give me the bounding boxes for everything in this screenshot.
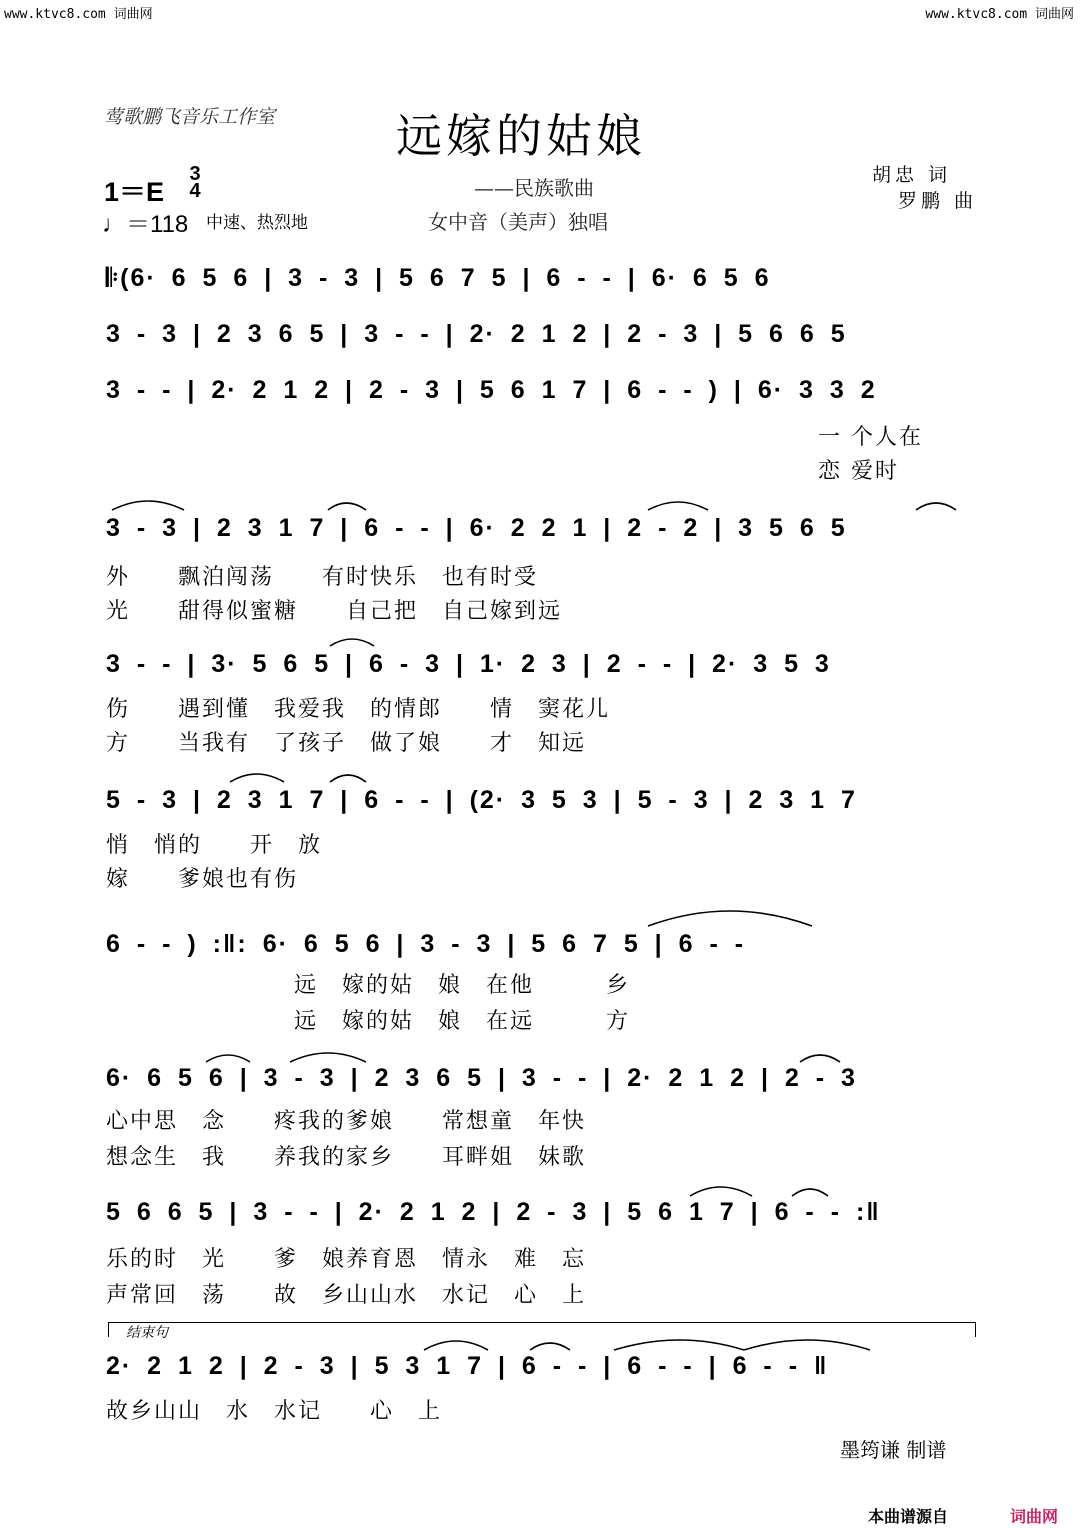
score-row-4-lyric-2: 光 甜得似蜜糖 自己把 自己嫁到远	[106, 599, 563, 624]
score-row-6-lyric-2: 嫁 爹娘也有伤	[106, 867, 299, 892]
song-title: 远嫁的姑娘	[396, 109, 646, 163]
watermark-right: www.ktvc8.com 词曲网	[925, 7, 1074, 22]
slur-7	[330, 775, 366, 782]
lyricist-credit: 胡忠 词	[872, 164, 952, 186]
time-signature	[184, 163, 206, 202]
score-row-3-lyric-2: 恋 爱时	[818, 459, 899, 484]
key-signature: 1＝E	[104, 177, 165, 207]
score-row-9-lyric-2: 声常回 荡 故 乡山山水 水记 心 上	[106, 1283, 587, 1308]
slur-9	[206, 1055, 250, 1062]
slur-15	[530, 1343, 570, 1350]
score-row-7-lyric-2: 远 嫁的姑 娘 在远 方	[294, 1009, 631, 1034]
score-row-4-lyric-1: 外 飘泊闯荡 有时快乐 也有时受	[106, 565, 539, 590]
source-text: 本曲谱源自	[868, 1507, 949, 1526]
slur-10	[290, 1053, 366, 1062]
score-row-2-notes: 3 - 3 | 2 3 6 5 | 3 - - | 2· 2 1 2 | 2 - 3 | 5 6 6 5	[106, 320, 847, 348]
ending-bracket	[108, 1322, 976, 1337]
score-row-3-lyric-1: 一 个人在	[818, 425, 923, 450]
song-subtitle: ——民族歌曲	[474, 176, 594, 200]
slur-17	[744, 1340, 870, 1350]
score-row-4-notes: 3 - 3 | 2 3 1 7 | 6 - - | 6· 2 2 1 | 2 - 2 | 3 5 6 5	[106, 514, 847, 542]
slur-2	[328, 503, 366, 510]
composer-credit: 罗鹏 曲	[898, 190, 978, 212]
score-row-8-lyric-2: 想念生 我 养我的家乡 耳畔姐 妹歌	[106, 1145, 587, 1170]
slur-5	[330, 639, 374, 646]
score-row-6-notes: 5 - 3 | 2 3 1 7 | 6 - - | (2· 3 5 3 | 5 - 3 | 2 3 1 7	[106, 786, 857, 814]
score-row-5-notes: 3 - - | 3· 5 6 5 | 6 - 3 | 1· 2 3 | 2 - - | 2· 3 5 3	[106, 650, 831, 678]
slur-1	[112, 501, 184, 510]
score-row-10-lyric-1: 故乡山山 水 水记 心 上	[106, 1399, 443, 1424]
slur-6	[230, 774, 284, 782]
score-row-8-notes: 6· 6 5 6 | 3 - 3 | 2 3 6 5 | 3 - - | 2· 2 1 2 | 2 - 3	[106, 1064, 857, 1092]
slur-12	[690, 1187, 752, 1196]
slur-13	[792, 1189, 828, 1196]
slur-11	[800, 1055, 840, 1062]
score-row-9-lyric-1: 乐的时 光 爹 娘养育恩 情永 难 忘	[106, 1247, 587, 1272]
performer-line: 女中音（美声）独唱	[428, 210, 608, 234]
slur-16	[614, 1340, 744, 1350]
score-row-8-lyric-1: 心中思 念 疼我的爹娘 常想童 年快	[106, 1109, 587, 1134]
score-row-7-notes: 6 - - ) :‖: 6· 6 5 6 | 3 - 3 | 5 6 7 5 | 6 - -	[106, 930, 746, 958]
watermark-left: www.ktvc8.com 词曲网	[4, 7, 153, 22]
score-row-1-notes: 𝄆(6· 6 5 6 | 3 - 3 | 5 6 7 5 | 6 - - | 6· 6 5 6	[106, 264, 771, 292]
slur-4	[916, 503, 956, 510]
tempo-text: 中速、热烈地	[206, 213, 308, 233]
score-row-7-lyric-1: 远 嫁的姑 娘 在他 乡	[294, 973, 631, 998]
score-row-5-lyric-2: 方 当我有 了孩子 做了娘 才 知远	[106, 731, 587, 756]
score-row-3-notes: 3 - - | 2· 2 1 2 | 2 - 3 | 5 6 1 7 | 6 - - ) | 6· 3 3 2	[106, 376, 877, 404]
studio-name: 莺歌鹏飞音乐工作室	[104, 106, 276, 128]
slur-3	[648, 502, 708, 510]
slur-14	[424, 1341, 488, 1350]
score-row-10-notes: 2· 2 1 2 | 2 - 3 | 5 3 1 7 | 6 - - | 6 - - | 6 - - ‖	[106, 1352, 829, 1380]
slur-8	[648, 911, 812, 926]
time-signature-bottom: 4	[189, 180, 201, 202]
score-row-9-notes: 5 6 6 5 | 3 - - | 2· 2 1 2 | 2 - 3 | 5 6 1 7 | 6 - - :‖	[106, 1198, 881, 1226]
ending-label: 结束句	[126, 1325, 168, 1341]
source-site-link[interactable]: 词曲网	[1010, 1507, 1059, 1526]
time-signature-top: 3	[189, 163, 201, 185]
score-row-6-lyric-1: 悄 悄的 开 放	[106, 833, 323, 858]
score-row-5-lyric-1: 伤 遇到懂 我爱我 的情郎 情 窦花儿	[106, 697, 611, 722]
transcriber-credit: 墨筠谦 制谱	[840, 1438, 947, 1462]
tempo-mark: ♩＝118	[102, 211, 189, 238]
